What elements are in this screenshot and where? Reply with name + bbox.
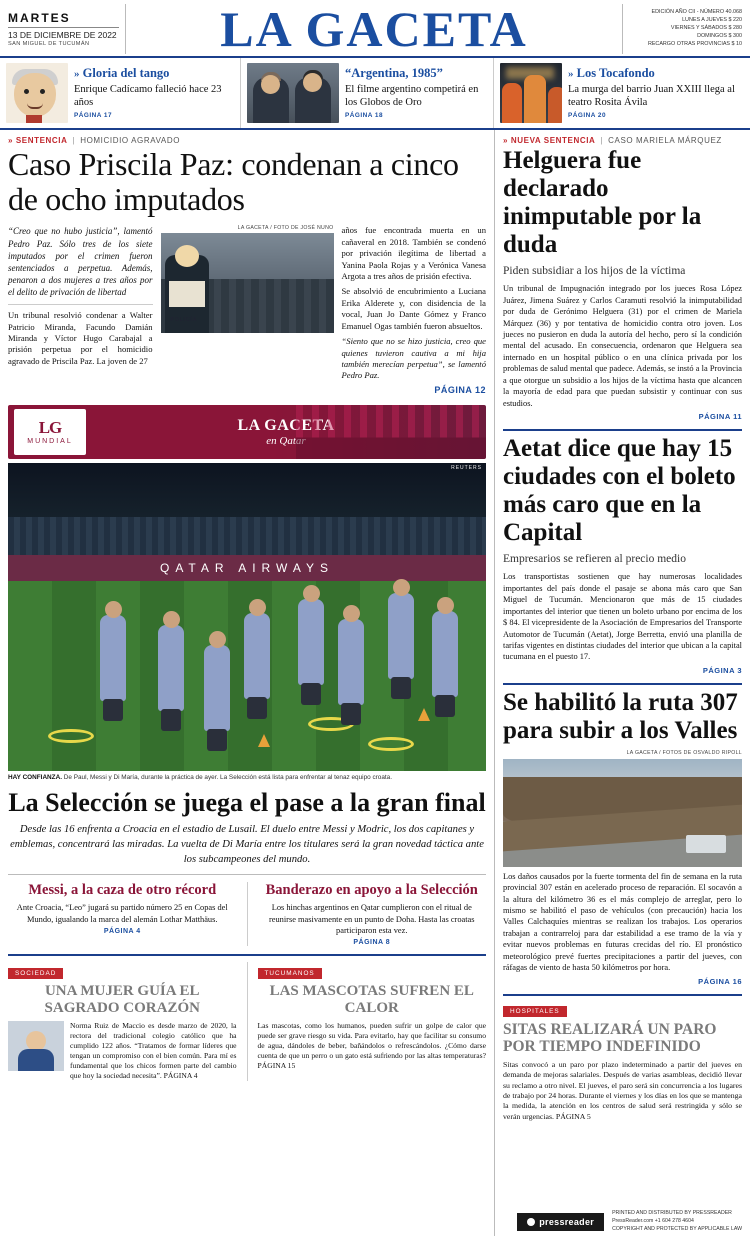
sports-subitem-messi[interactable] <box>8 882 237 947</box>
main-content <box>0 130 750 1236</box>
footer <box>0 1210 750 1236</box>
teaser-text-tango: Enrique Cadícamo falleció hace 23 años <box>74 83 222 108</box>
lead-column-3 <box>342 225 487 396</box>
two-men-photo <box>247 63 339 123</box>
masthead <box>0 0 750 58</box>
masthead-city: SAN MIGUEL DE TUCUMÁN <box>8 41 90 47</box>
lead-photo-credit: LA GACETA / FOTO DE JOSÉ NUNO <box>237 225 334 232</box>
edition-line-1: LUNES A JUEVES $ 220 <box>682 17 742 24</box>
right-photo-credit-2: LA GACETA / FOTOS DE OSVALDO RIPOLL <box>626 749 742 756</box>
bottom-item-sociedad[interactable] <box>8 962 237 1081</box>
divider-rule-2 <box>503 683 742 685</box>
right-body-2: Los daños causados por la fuerte tormenta del fin de semana en la ruta provincial 307 están en acelerado proceso de reparación. El socavón a la altura del kilómetro 36 es el más complejo de arreglar, pero lo mismo se habilitó el paso de vehículos (con precaución) hacia los Valles Calchaquíes mientras se realizan los trabajos. Los operarios trabajan a contrarreloj para dar estabilidad a ese tramo de la vía y evitar nuevos problemas en futuras crecidas del río. El pronóstico meteorológico prevé fuertes precipitaciones a partir del jueves, con ráfagas de viento de hasta 50 kilómetros por hora. <box>503 871 742 973</box>
lead-body-3b: Se absolvió de encubrimiento a Luciana Erika Alderete y, con disidencia de la vocal, Juan Jo Dante Gómez y Franco Emanuel Ogas también fueron absueltos. <box>341 286 486 331</box>
lead-flag-grey: HOMICIDIO AGRAVADO <box>80 136 181 145</box>
right-flag-grey-0: CASO MARIELA MÁRQUEZ <box>608 136 722 145</box>
right-column <box>495 130 750 1236</box>
teaser-item-argentina1985[interactable] <box>240 58 493 128</box>
masthead-date: 13 DE DICIEMBRE DE 2022 <box>8 30 117 40</box>
masthead-edition-info <box>622 4 742 54</box>
skyline-icon <box>296 405 486 459</box>
sports-subhead: Desde las 16 enfrenta a Croacia en el estadio de Lusail. El duelo entre Messi y Modric, los dos capitanes y emblemas, concentrará las miradas. La vuelta de Di María entre los titulares será la gran novedad táctica ante los subcampeones del mundo. <box>8 823 486 874</box>
lg-mundial-logo <box>14 409 86 455</box>
bottom-item-tucumanos[interactable] <box>247 962 487 1081</box>
teaser-strip <box>0 58 750 130</box>
teaser-kicker-tocafondo: » Los Tocafondo <box>568 66 655 80</box>
edition-line-0: EDICIÓN AÑO CII - NÚMERO 40.068 <box>651 9 742 16</box>
lead-block <box>8 225 486 396</box>
right-body-1: Los transportistas sostienen que hay numerosas localidades importantes del país donde el pasaje se abona más caro que San Miguel de Tucumán. Mencionaron que más de 15 ciudades importantes del interior que tienen un boleto urbano por encima de los $ 84. El vicepresidente de la Asociación de Empresarios del Transporte Automotor de Tucumán (Aetat), Jorge Berretta, envió una planilla de tarifas vigentes en distintas ciudades del interior que ubican a la capital tucumana en el puesto 17. <box>503 572 742 662</box>
right-page-0[interactable]: PÁGINA 11 <box>698 412 742 422</box>
right-bottom-item[interactable] <box>503 1000 742 1122</box>
qatar-banner-title: LA GACETA <box>237 416 335 434</box>
lead-section-flag: » SENTENCIA | HOMICIDIO AGRAVADO <box>8 136 181 145</box>
sports-subitem-page-0[interactable]: PÁGINA 4 <box>103 928 141 936</box>
lead-photo <box>161 233 334 333</box>
teaser-page-tocafondo[interactable]: PÁGINA 20 <box>568 112 607 119</box>
chevron-right-icon-2: » <box>568 68 574 80</box>
right-subhead-0: Piden subsidiar a los hijos de la víctima <box>503 265 686 277</box>
photo-police-label: POLICÍA <box>170 317 198 324</box>
woman-portrait-photo <box>8 1021 64 1071</box>
teaser-item-tango[interactable] <box>0 58 240 128</box>
right-subhead-1: Empresarios se refieren al precio medio <box>503 553 686 566</box>
ruta-307-photo <box>503 759 742 867</box>
left-column <box>0 130 495 1236</box>
right-headline-2[interactable]: Se habilitó la ruta 307 para subir a los Valles <box>503 688 738 744</box>
bottom-text-1: Las mascotas, como los humanos, pueden sufrir un golpe de calor que puede ser grave riesgo su vida. Para evitarlo, hay que facilitar su consumo de agua, dándoles de beber, bañándolos o refrescándolos. ¿Cómo darse cuenta de que un perro o un gato está sufriendo por las altas temperaturas? PÁGINA 15 <box>257 1021 486 1071</box>
lg-logo-sub: MUNDIAL <box>27 438 73 446</box>
sports-photo-credit: REUTERS <box>451 464 482 471</box>
stadium-ad-text: QATAR AIRWAYS <box>8 555 486 581</box>
teaser-text-tocafondo: La murga del barrio Juan XXIII llega al teatro Rosita Ávila <box>568 83 735 108</box>
pressreader-meta-0: PRINTED AND DISTRIBUTED BY PRESSREADER <box>612 1210 732 1217</box>
teaser-kicker-argentina1985: “Argentina, 1985” <box>345 66 443 80</box>
right-bottom-tag: HOSPITALES <box>503 1006 567 1017</box>
edition-line-3: DOMINGOS $ 300 <box>697 32 742 39</box>
teaser-text-argentina1985: El filme argentino competirá en los Globos de Oro <box>345 83 479 108</box>
sports-photo <box>8 463 486 771</box>
divider-rule-1 <box>503 429 742 431</box>
chevron-right-icon: » <box>74 68 80 80</box>
sports-subitem-text-1: Los hinchas argentinos en Qatar cumplieron con el ritual de reunirse masivamente en un punto de Doha. Hasta las croatas participaron esta vez. <box>268 903 475 936</box>
sports-subitem-title-0: Messi, a la caza de otro récord <box>28 881 217 898</box>
newspaper-title: LA GACETA <box>220 1 528 57</box>
masthead-logo <box>126 1 622 57</box>
right-page-2[interactable]: PÁGINA 16 <box>698 976 742 986</box>
sports-headline[interactable]: La Selección se juega el pase a la gran final <box>8 788 486 818</box>
right-bottom-text: Sitas convocó a un paro por plazo indeterminado a partir del jueves en demanda de mejoras salariales. Después de varias asambleas, decidió llevar su reclamo a otro nivel. El jueves, el paro será sin concurrencia a los lugares de trabajo por 24 horas. Durante el viernes y los días en los que se mantenga la medida, la atención en los centros de salud será restringida y sólo se verán urgencias. PÁGINA 5 <box>503 1059 742 1121</box>
sports-subitem-page-1[interactable]: PÁGINA 8 <box>353 939 391 947</box>
pressreader-meta <box>612 1210 742 1233</box>
right-page-1[interactable]: PÁGINA 3 <box>702 665 742 675</box>
pressreader-dot-icon <box>527 1218 535 1226</box>
sports-caption-text: De Paul, Messi y Di María, durante la práctica de ayer. La Selección está lista para enfrentar al tenaz equipo croata. <box>63 773 392 781</box>
lead-italic-lede: “Creo que no hubo justicia”, lamentó Pedro Paz. Sólo tres de los siete imputados por el crimen fueron sentenciados a perpetua. Además, penaron a dos mujeres a tres años por el delito de privación de libertad <box>8 225 153 305</box>
bottom-text-0: Norma Ruiz de Maccio es desde marzo de 2020, la rectora del tradicional colegio católico que ha cumplido 122 años. “Tratamos de formar líderes que tengan un compromiso con el bien común. Para mí es fundamental que los chicos formen parte del cambio que hoy la sociedad necesita”. PÁGINA 4 <box>70 1021 237 1081</box>
bottom-tag-0: SOCIEDAD <box>8 968 63 979</box>
masthead-date-block <box>8 4 126 54</box>
teaser-item-tocafondo[interactable] <box>493 58 748 128</box>
lead-photo-wrap <box>161 225 334 396</box>
lead-page-ref[interactable]: PÁGINA 12 <box>434 384 486 395</box>
bottom-title-0: UNA MUJER GUÍA EL SAGRADO CORAZÓN <box>44 983 200 1017</box>
pressreader-meta-1: PressReader.com +1 604 278 4604 <box>612 1218 694 1225</box>
pressreader-meta-2: COPYRIGHT AND PROTECTED BY APPLICABLE LAW <box>612 1225 742 1232</box>
right-flag-0: » NUEVA SENTENCIA | CASO MARIELA MÁRQUEZ <box>503 136 722 145</box>
qatar-banner-subtitle: en Qatar <box>266 434 306 447</box>
sports-subitem-title-1: Banderazo en apoyo a la Selección <box>265 881 478 898</box>
sports-photo-caption <box>8 771 486 786</box>
right-bottom-title: SITAS REALIZARÁ UN PARO POR TIEMPO INDEFINIDO <box>503 1020 717 1056</box>
right-headline-0[interactable]: Helguera fue declarado inimputable por la duda <box>503 147 702 258</box>
teaser-kicker-tango: » Gloria del tango <box>74 66 170 80</box>
lead-flag-red: » SENTENCIA <box>8 136 68 145</box>
sports-caption-bold: HAY CONFIANZA. <box>8 773 62 781</box>
sports-subitem-text-0: Ante Croacia, “Leo” jugará su partido número 25 en Copas del Mundo, igualando la marca del alemán Lothar Matthäus. <box>16 903 228 924</box>
sports-subitem-banderazo[interactable] <box>247 882 487 947</box>
pressreader-brand-text: pressreader <box>539 1217 595 1227</box>
lead-body-1: Un tribunal resolvió condenar a Walter Patricio Miranda, Facundo Damián Miranda y Víctor Hugo Carabajal a prisión perpetua por el homicidio agravado de Priscila Paz. La joven de 27 <box>8 310 153 366</box>
right-headline-1[interactable]: Aetat dice que hay 15 ciudades con el boleto más caro que en la Capital <box>503 435 736 547</box>
bottom-strip <box>8 954 486 1081</box>
lg-logo-text: LG <box>38 418 62 438</box>
qatar-section-banner <box>8 405 486 459</box>
lead-headline[interactable]: Caso Priscila Paz: condenan a cinco de ocho imputados <box>8 146 459 218</box>
lead-body-3a: años fue encontrada muerta en un cañaveral en 2018. También se condenó por privación ilegítima de libertad a Yanina Paola Rojas y a Verónica Vanesa Argota a tres años de prisión efectiva. <box>341 225 486 282</box>
bottom-title-1: LAS MASCOTAS SUFREN EL CALOR <box>269 983 474 1017</box>
bottom-tag-1: TUCUMANOS <box>258 968 322 979</box>
edition-line-4: RECARGO OTRAS PROVINCIAS $ 10 <box>647 40 742 47</box>
right-flag-red-0: » NUEVA SENTENCIA <box>503 136 596 145</box>
divider-rule-3 <box>503 994 742 996</box>
sports-subitems <box>8 882 486 947</box>
murga-photo <box>500 63 562 123</box>
teaser-page-argentina1985[interactable]: PÁGINA 18 <box>345 112 384 119</box>
right-body-0: Un tribunal de Impugnación integrado por los jueces Rosa López Juárez, Jimena Suárez y Carlos Caramuti resolvió la inimputabilidad por duda de Gerónimo Helguera (31) por el crimen de Mariela Márquez (36) y por tentativa de homicidio contra otro joven. Los jueces no pusieron en duda la autoría del hecho, pero sí la condición mental del acusado. En consecuencia, ordenaron que Helguera sea internado en un hospital público o en una clínica privada por los problemas de salud mental que padece. Además, se instó a la Provincia a que otorgue un subsidio a los hijos de la víctima hasta que alcancen la mayoría de edad para que puedan subsistir y continuar con sus estudios. <box>503 284 742 408</box>
edition-line-2: VIERNES Y SÁBADOS $ 280 <box>670 25 742 32</box>
masthead-day: MARTES <box>8 11 119 28</box>
teaser-page-tango[interactable]: PÁGINA 17 <box>74 112 113 119</box>
lead-body-3c: “Siento que no se hizo justicia, creo que quienes tuvieron cautiva a mi hija también merecían perpetua”, se lamentó Pedro Paz. <box>341 336 486 381</box>
caricature-icon <box>6 63 68 123</box>
lead-column-1 <box>8 225 153 396</box>
pressreader-logo[interactable] <box>517 1213 604 1231</box>
